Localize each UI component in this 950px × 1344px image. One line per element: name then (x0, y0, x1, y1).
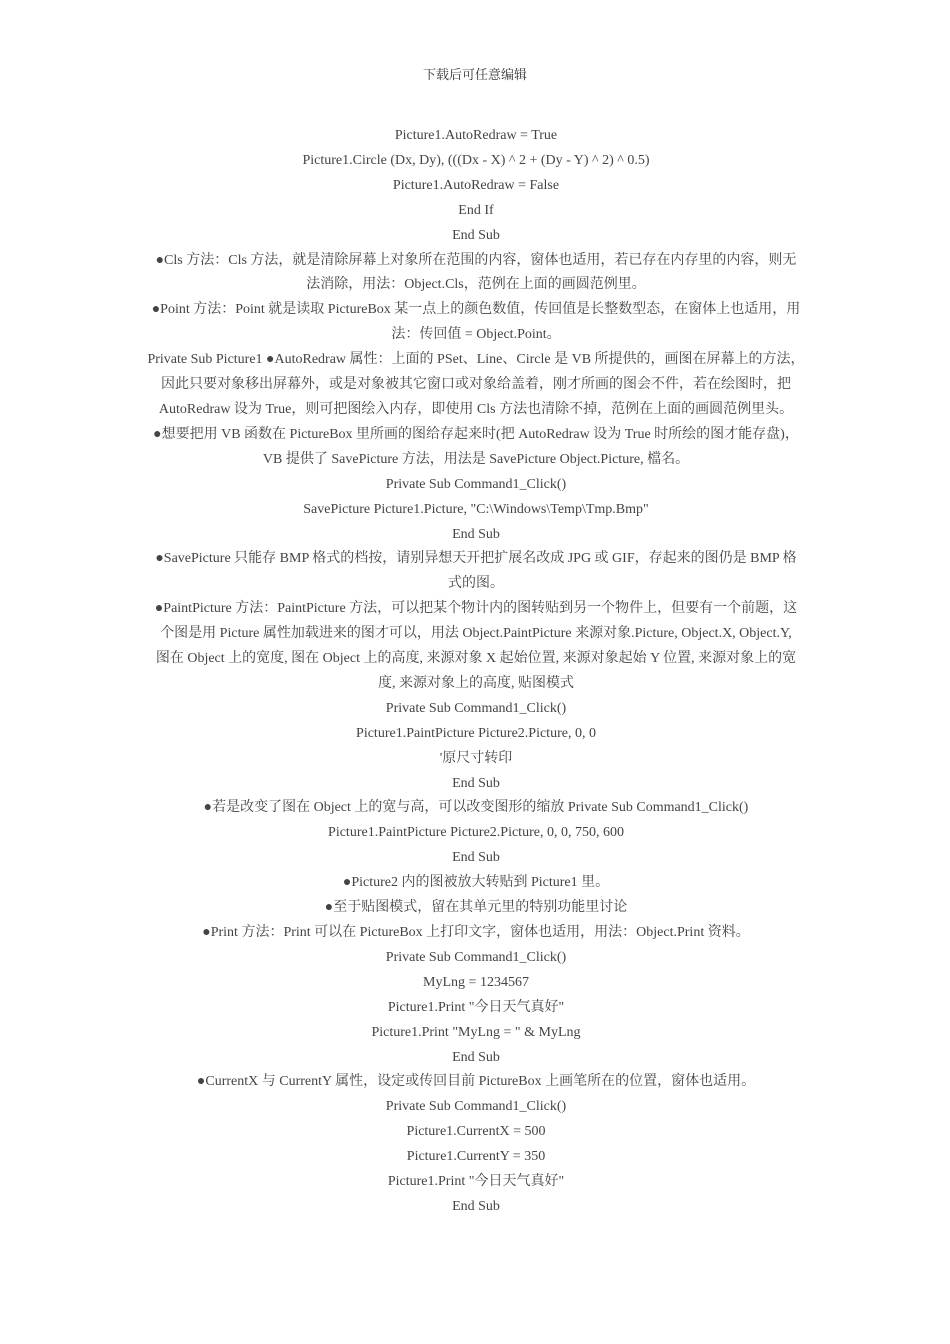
document-body (146, 124, 806, 1220)
text-line: Picture1.Circle (Dx, Dy), (((Dx - X) ^ 2 + (Dy - Y) ^ 2) ^ 0.5) (302, 152, 650, 168)
text-line: Picture1.Print "今日天气真好" (387, 1174, 565, 1190)
text-line: ●至于贴图模式，留在其单元里的特别功能里讨论 (324, 900, 628, 916)
text-line: AutoRedraw 设为 True，则可把图绘入内存，即使用 Cls 方法也清除不掉，范例在上面的画圆范例里头。 (158, 401, 794, 417)
text-line: End Sub (452, 227, 500, 243)
page-header: 下载后可任意编辑 (422, 67, 527, 82)
text-line: End Sub (452, 526, 500, 542)
text-line: 图在 Object 上的宽度, 图在 Object 上的高度, 来源对象 X 起始位置, 来源对象起始 Y 位置, 来源对象上的宽 (155, 651, 797, 667)
text-line: Private Sub Command1_Click() (385, 700, 567, 716)
text-line: ●Point 方法：Point 就是读取 PictureBox 某一点上的颜色数值，传回值是长整数型态，在窗体上也适用，用 (151, 302, 801, 318)
text-line: ●CurrentX 与 CurrentY 属性，设定或传回目前 PictureBox 上画笔所在的位置，窗体也适用。 (196, 1074, 756, 1090)
text-line: End Sub (452, 1198, 500, 1214)
text-line: SavePicture Picture1.Picture, "C:\Windows\Temp\Tmp.Bmp" (303, 501, 649, 517)
text-line: Private Sub Command1_Click() (385, 949, 567, 965)
text-line: Picture1.AutoRedraw = True (394, 128, 558, 143)
text-line: VB 提供了 SavePicture 方法，用法是 SavePicture Object.Picture, 檔名。 (262, 451, 690, 467)
text-line: MyLng = 1234567 (423, 974, 529, 990)
text-line: 法消除，用法：Object.Cls，范例在上面的画圆范例里。 (306, 277, 646, 293)
text-line: Private Sub Picture1 ●AutoRedraw 属性：上面的 PSet、Line、Circle 是 VB 所提供的，画图在屏幕上的方法， (147, 352, 805, 368)
text-line: 式的图。 (448, 576, 504, 592)
text-line: End Sub (452, 850, 500, 866)
text-line: ●Print 方法：Print 可以在 PictureBox 上打印文字，窗体也适用，用法：Object.Print 资料。 (202, 925, 750, 940)
text-line: Picture1.Print "MyLng = " & MyLng (371, 1024, 581, 1040)
text-line: ●若是改变了图在 Object 上的宽与高，可以改变图形的缩放 Private Sub Command1_Click() (203, 800, 749, 816)
text-line: Picture1.Print "今日天气真好" (387, 999, 565, 1015)
text-line: End If (458, 202, 494, 218)
text-line: Picture1.PaintPicture Picture2.Picture, 0, 0, 750, 600 (328, 825, 624, 841)
text-line: End Sub (452, 1049, 500, 1065)
text-line: Picture1.CurrentY = 350 (406, 1149, 546, 1165)
text-line: Picture1.AutoRedraw = False (392, 177, 560, 193)
text-line: ●SavePicture 只能存 BMP 格式的档按，请别异想天开把扩展名改成 JPG 或 GIF，存起来的图仍是 BMP 格 (155, 551, 797, 567)
text-line: 度, 来源对象上的高度, 贴图模式 (378, 675, 574, 691)
text-line: '原尺寸转印 (439, 750, 513, 766)
text-line: 因此只要对象移出屏幕外，或是对象被其它窗口或对象给盖着，刚才所画的图会不件，若在绘图时，把 (161, 377, 791, 393)
text-line: Picture1.PaintPicture Picture2.Picture, 0, 0 (356, 725, 596, 741)
text-line: ●想要把用 VB 函数在 PictureBox 里所画的图给存起来时(把 AutoRedraw 设为 True 时所绘的图才能存盘)， (153, 426, 799, 442)
text-line: ●Picture2 内的图被放大转贴到 Picture1 里。 (342, 875, 610, 891)
text-line: Private Sub Command1_Click() (385, 476, 567, 492)
text-line: Private Sub Command1_Click() (385, 1099, 567, 1115)
text-line: Picture1.CurrentX = 500 (406, 1124, 546, 1140)
text-line: ●PaintPicture 方法：PaintPicture 方法，可以把某个物计内的图转贴到另一个物件上，但要有一个前题，这 (154, 601, 798, 617)
text-line: ●Cls 方法：Cls 方法，就是清除屏幕上对象所在范围的内容，窗体也适用，若已存在内存里的内容，则无 (155, 252, 797, 268)
text-line: End Sub (452, 775, 500, 791)
text-line: 个图是用 Picture 属性加载进来的图才可以，用法 Object.PaintPicture 来源对象.Picture, Object.X, Object.Y, (160, 626, 792, 642)
text-line: 法：传回值 = Object.Point。 (391, 327, 561, 343)
